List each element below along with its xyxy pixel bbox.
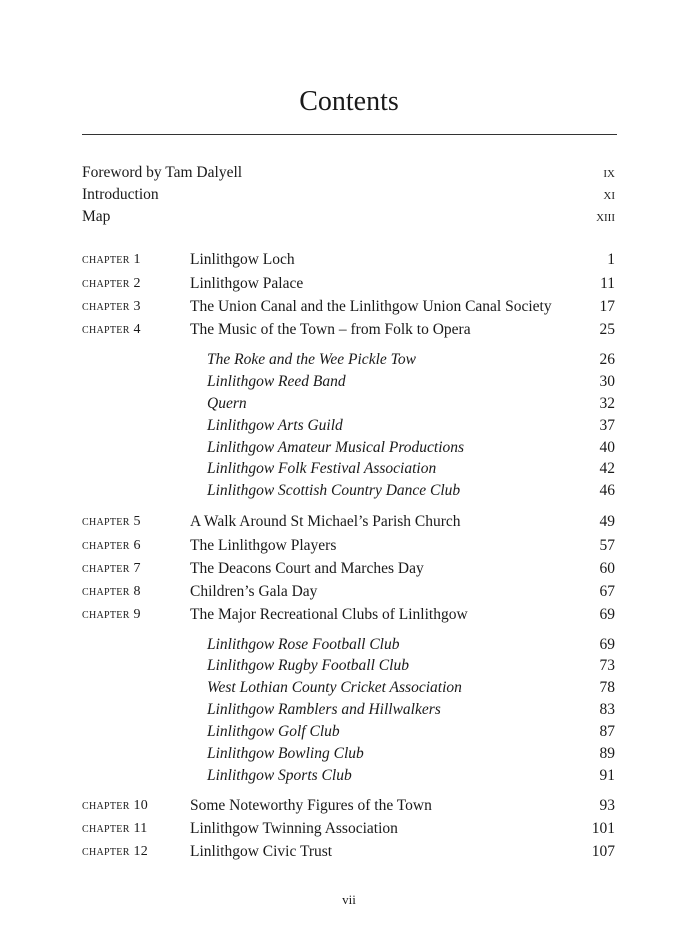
chapter-number: chapter 1 xyxy=(82,252,141,267)
subsection-title: Linlithgow Reed Band xyxy=(207,373,346,390)
subsection-entry[interactable] xyxy=(82,721,615,743)
subsection-page: 78 xyxy=(599,679,615,696)
subsection-title: Linlithgow Arts Guild xyxy=(207,417,343,434)
chapter-entry[interactable] xyxy=(82,535,615,557)
subsection-title: West Lothian County Cricket Association xyxy=(207,679,462,696)
subsection-page: 42 xyxy=(599,460,615,477)
chapter-entry[interactable] xyxy=(82,273,615,295)
chapter-page: 25 xyxy=(599,321,615,338)
toc-entry[interactable] xyxy=(82,184,615,206)
chapter-number: chapter 2 xyxy=(82,276,141,291)
chapter-title: The Union Canal and the Linlithgow Union Canal Society xyxy=(190,298,552,315)
chapter-page: 11 xyxy=(600,275,615,292)
subsection-entry[interactable] xyxy=(82,634,615,656)
chapter-entry[interactable] xyxy=(82,319,615,341)
subsection-entry[interactable] xyxy=(82,480,615,502)
chapter-title: The Linlithgow Players xyxy=(190,537,337,554)
toc-entry[interactable] xyxy=(82,206,615,228)
chapter-entry[interactable] xyxy=(82,818,615,840)
chapter-title: The Deacons Court and Marches Day xyxy=(190,560,424,577)
subsection-page: 69 xyxy=(599,636,615,653)
subsection-entry[interactable] xyxy=(82,437,615,459)
page-title: Contents xyxy=(299,86,399,117)
chapter-page: 69 xyxy=(599,606,615,623)
chapter-entry[interactable] xyxy=(82,511,615,533)
chapter-number: chapter 6 xyxy=(82,538,141,553)
chapter-number: chapter 4 xyxy=(82,322,141,337)
chapter-number: chapter 10 xyxy=(82,798,149,813)
subsection-page: 30 xyxy=(599,373,615,390)
chapter-title: Children’s Gala Day xyxy=(190,583,318,600)
chapter-title: Linlithgow Civic Trust xyxy=(190,843,333,860)
chapter-page: 107 xyxy=(591,843,615,860)
subsection-title: Linlithgow Folk Festival Association xyxy=(207,460,437,477)
entry-page: xiii xyxy=(596,208,615,225)
chapter-page: 17 xyxy=(599,298,615,315)
subsection-title: Linlithgow Bowling Club xyxy=(207,745,364,762)
subsection-title: Linlithgow Sports Club xyxy=(207,767,352,784)
title-rule xyxy=(82,134,617,135)
subsection-page: 91 xyxy=(599,767,615,784)
chapter-page: 60 xyxy=(599,560,615,577)
chapter-number: chapter 3 xyxy=(82,299,141,314)
chapter-number: chapter 11 xyxy=(82,821,148,836)
subsection-entry[interactable] xyxy=(82,458,615,480)
subsection-page: 40 xyxy=(599,439,615,456)
chapter-entry[interactable] xyxy=(82,249,615,271)
entry-title: Map xyxy=(82,208,111,225)
subsection-entry[interactable] xyxy=(82,393,615,415)
chapter-page: 67 xyxy=(599,583,615,600)
subsection-page: 32 xyxy=(599,395,615,412)
subsection-entry[interactable] xyxy=(82,349,615,371)
chapter-number: chapter 5 xyxy=(82,514,141,529)
chapter-entry[interactable] xyxy=(82,604,615,626)
entry-page: ix xyxy=(603,164,615,181)
chapter-page: 101 xyxy=(591,820,615,837)
subsection-title: Linlithgow Rose Football Club xyxy=(207,636,400,653)
chapter-title: Linlithgow Palace xyxy=(190,275,304,292)
subsection-entry[interactable] xyxy=(82,743,615,765)
subsection-entry[interactable] xyxy=(82,765,615,787)
chapter-title: Linlithgow Twinning Association xyxy=(190,820,398,837)
chapter-number: chapter 7 xyxy=(82,561,141,576)
entry-title: Introduction xyxy=(82,186,159,203)
chapter-title: Some Noteworthy Figures of the Town xyxy=(190,797,432,814)
entry-title: Foreword by Tam Dalyell xyxy=(82,164,243,181)
subsection-page: 73 xyxy=(599,657,615,674)
chapter-number: chapter 12 xyxy=(82,844,149,859)
subsection-entry[interactable] xyxy=(82,655,615,677)
subsection-title: Linlithgow Rugby Football Club xyxy=(207,657,409,674)
chapter-entry[interactable] xyxy=(82,841,615,863)
subsection-title: Linlithgow Golf Club xyxy=(207,723,340,740)
subsection-title: Linlithgow Ramblers and Hillwalkers xyxy=(207,701,441,718)
subsection-page: 46 xyxy=(599,482,615,499)
entry-page: xi xyxy=(603,186,615,203)
subsection-page: 89 xyxy=(599,745,615,762)
subsection-entry[interactable] xyxy=(82,677,615,699)
subsection-page: 83 xyxy=(599,701,615,718)
subsection-entry[interactable] xyxy=(82,699,615,721)
chapter-entry[interactable] xyxy=(82,558,615,580)
chapter-page: 93 xyxy=(599,797,615,814)
chapter-page: 57 xyxy=(599,537,615,554)
chapter-entry[interactable] xyxy=(82,795,615,817)
subsection-page: 26 xyxy=(599,351,615,368)
chapter-page: 49 xyxy=(599,513,615,530)
chapter-entry[interactable] xyxy=(82,581,615,603)
subsection-entry[interactable] xyxy=(82,371,615,393)
subsection-title: The Roke and the Wee Pickle Tow xyxy=(207,351,416,368)
subsection-page: 87 xyxy=(599,723,615,740)
chapter-page: 1 xyxy=(607,251,615,268)
chapter-title: A Walk Around St Michael’s Parish Church xyxy=(190,513,461,530)
subsection-page: 37 xyxy=(599,417,615,434)
chapter-number: chapter 8 xyxy=(82,584,141,599)
chapter-entry[interactable] xyxy=(82,296,615,318)
chapter-title: The Music of the Town – from Folk to Opera xyxy=(190,321,471,338)
subsection-entry[interactable] xyxy=(82,415,615,437)
chapter-title: Linlithgow Loch xyxy=(190,251,295,268)
page-number: vii xyxy=(342,892,356,907)
toc-entry[interactable] xyxy=(82,162,615,184)
subsection-title: Linlithgow Scottish Country Dance Club xyxy=(207,482,461,499)
chapter-number: chapter 9 xyxy=(82,607,141,622)
subsection-title: Quern xyxy=(207,395,247,412)
chapter-title: The Major Recreational Clubs of Linlithgow xyxy=(190,606,468,623)
subsection-title: Linlithgow Amateur Musical Productions xyxy=(207,439,465,456)
